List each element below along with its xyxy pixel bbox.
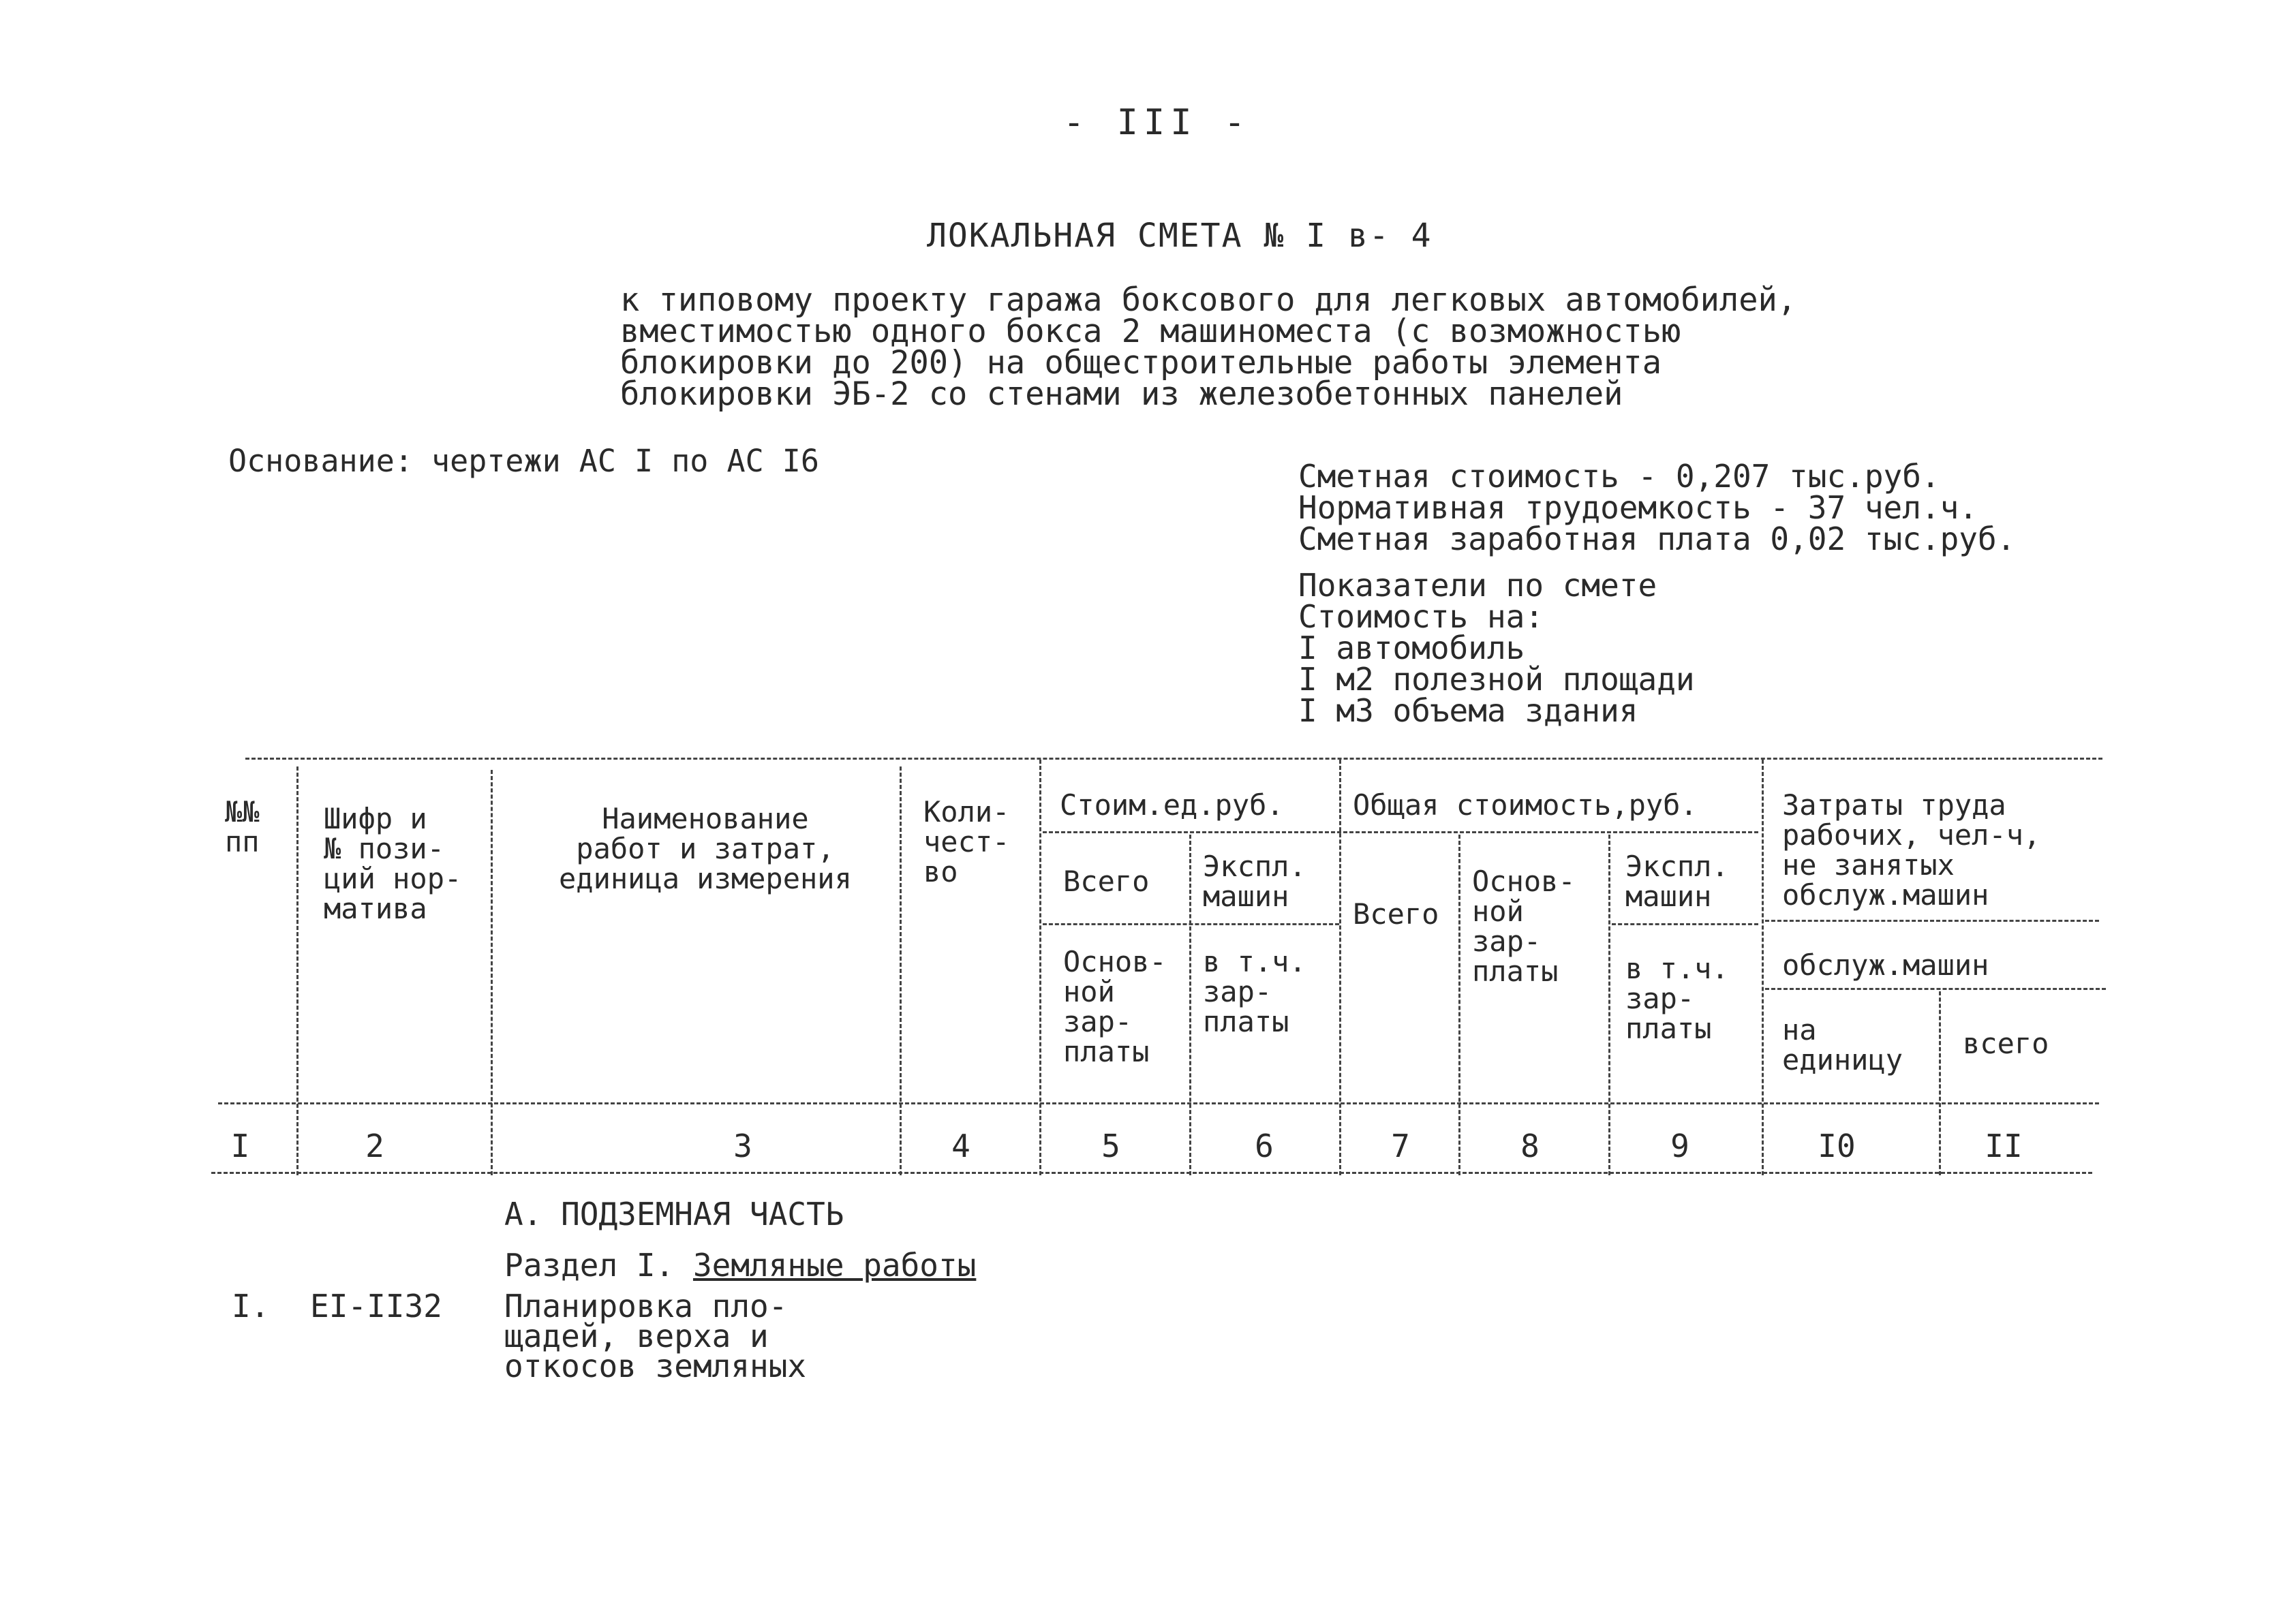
header-total-total: Всего: [1353, 897, 1439, 931]
labor-intensity: Нормативная трудоемкость - 37 чел.ч.: [1298, 489, 1978, 526]
machines-subdivider: [1612, 923, 1758, 925]
col-separator: [1189, 835, 1191, 1175]
col-separator: [491, 770, 493, 1175]
page-number: - III -: [1063, 102, 1251, 143]
unit-cost-divider: [1043, 831, 1758, 833]
column-number: 9: [1670, 1128, 1689, 1164]
header-total-machines: Экспл. машин: [1625, 850, 1729, 913]
column-number: I: [230, 1128, 250, 1164]
column-number: 7: [1391, 1128, 1410, 1164]
indicators-cost-per: Стоимость на:: [1298, 598, 1544, 635]
section-heading: [504, 1247, 976, 1284]
table-top-border: [245, 758, 2102, 760]
header-labor: Затраты труда рабочих, чел-ч, не занятых обслуж.машин: [1782, 788, 2041, 912]
column-number: 8: [1520, 1128, 1540, 1164]
indicators-title: Показатели по смете: [1298, 567, 1657, 604]
header-total-machine-wages: в т.ч. зар- платы: [1625, 952, 1729, 1045]
labor-divider: [1765, 920, 2099, 922]
column-number: 4: [951, 1128, 970, 1164]
header-labor-total: всего: [1963, 1027, 2049, 1060]
header-unit-machines: Экспл. машин: [1203, 850, 1306, 913]
indicator-item: I автомобиль: [1298, 630, 1525, 666]
column-number: 2: [365, 1128, 384, 1164]
subtitle-line: блокировки до 200) на общестроительные работы элемента: [620, 344, 1662, 382]
section-prefix: Раздел I.: [504, 1247, 675, 1284]
header-name: Наименование работ и затрат, единица измерения: [559, 802, 852, 895]
row-code: EI-II32: [310, 1288, 442, 1324]
row-num: I.: [232, 1288, 270, 1324]
indicator-item: I м2 полезной площади: [1298, 661, 1695, 698]
section-name: Земляные работы: [692, 1247, 977, 1284]
estimated-cost: Сметная стоимость - 0,207 тыс.руб.: [1298, 458, 1940, 495]
col-separator: [1939, 991, 1941, 1175]
col-separator: [1762, 760, 1764, 1175]
col-separator: [1339, 760, 1341, 1175]
header-unit-cost: Стоим.ед.руб.: [1060, 788, 1284, 822]
estimated-wages: Сметная заработная плата 0,02 тыс.руб.: [1298, 521, 2016, 557]
header-total-cost: Общая стоимость,руб.: [1353, 788, 1698, 822]
header-code: Шифр и № пози- ций нор- матива: [324, 802, 462, 925]
column-number: I0: [1818, 1128, 1856, 1164]
header-unit-total: Всего: [1063, 865, 1150, 898]
column-number: 3: [733, 1128, 752, 1164]
basis-text: Основание: чертежи АС I по АС I6: [228, 443, 819, 479]
table-numbers-bottom-border: [211, 1172, 2092, 1174]
header-quantity: Коли- чест- во: [923, 795, 1010, 888]
document-title: ЛОКАЛЬНАЯ СМЕТА № I в- 4: [927, 217, 1433, 255]
col-separator: [1458, 835, 1460, 1175]
indicator-item: I м3 объема здания: [1298, 692, 1638, 729]
col-separator: [900, 766, 902, 1175]
col-separator: [1608, 835, 1610, 1175]
indicators-block: [1298, 567, 1695, 729]
header-labor-sub: обслуж.машин: [1782, 948, 1989, 982]
subtitle-line: вместимостью одного бокса 2 машиноместа (с возможностью: [620, 313, 1681, 350]
column-number: II: [1985, 1128, 2023, 1164]
header-total-wages: Основ- ной зар- платы: [1472, 865, 1576, 988]
labor-subdivider: [1765, 988, 2106, 990]
header-labor-per-unit: на единицу: [1782, 1013, 1903, 1076]
row-name: Планировка пло- щадей, верха и откосов земляных: [504, 1288, 807, 1384]
col-separator: [296, 766, 299, 1175]
column-number: 5: [1101, 1128, 1120, 1164]
subtitle-line: блокировки ЭБ-2 со стенами из железобетонных панелей: [620, 375, 1623, 413]
subtitle-line: к типовому проекту гаража боксового для легковых автомобилей,: [620, 281, 1797, 319]
header-unit-wages: Основ- ной зар- платы: [1063, 945, 1167, 1068]
table-header-bottom-border: [218, 1102, 2099, 1104]
column-number: 6: [1255, 1128, 1274, 1164]
summary-block: [1298, 458, 2016, 557]
col-separator: [1039, 760, 1041, 1175]
part-title: А. ПОДЗЕМНАЯ ЧАСТЬ: [504, 1196, 844, 1233]
header-unit-machine-wages: в т.ч. зар- платы: [1203, 945, 1306, 1038]
document-subtitle: [620, 281, 1797, 413]
header-num: №№ пп: [225, 795, 260, 858]
